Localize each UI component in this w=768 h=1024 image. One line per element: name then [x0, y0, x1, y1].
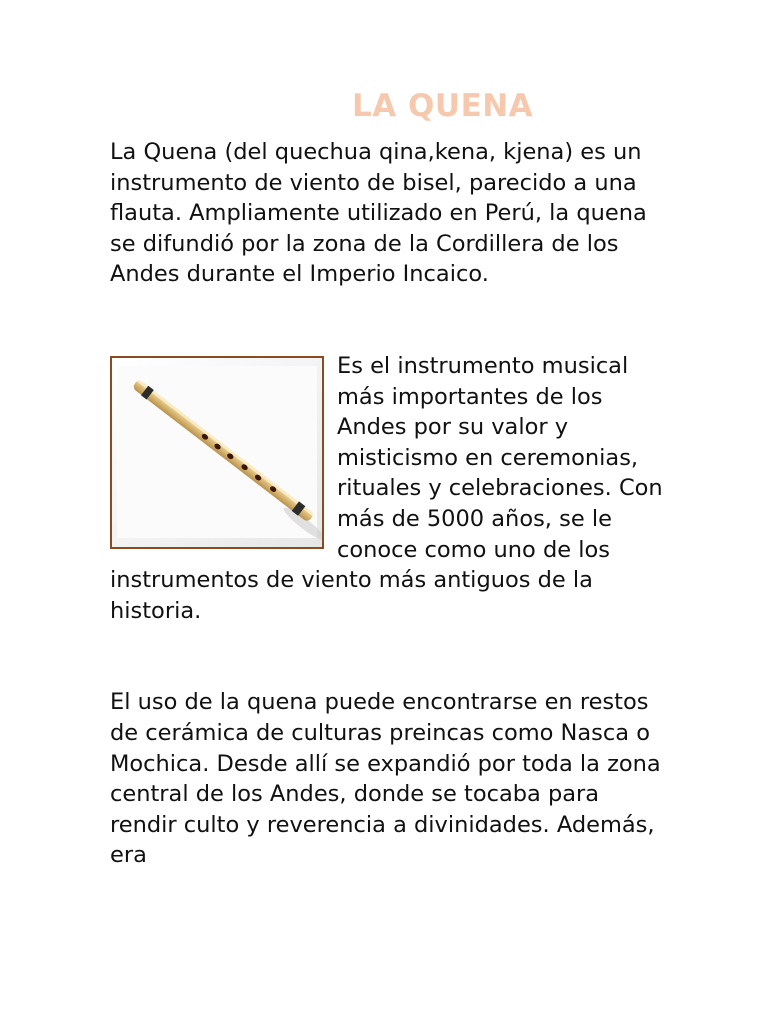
paragraph-history: El uso de la quena puede encontrarse en restos de cerámica de culturas preincas como Nasca o Mochica. Desde allí se expandió por toda la zona central de los Andes, donde se tocaba para rendir culto y reverencia a divinidades. Además, era	[110, 689, 661, 869]
figure-paragraph-block	[110, 351, 665, 626]
document-body	[110, 137, 665, 871]
paragraph-intro: La Quena (del quechua qina,kena, kjena) es un instrumento de viento de bisel, parecido a una flauta. Ampliamente utilizado en Perú, la quena se difundió por la zona de la Cordillera de los Andes durante el Imperio Incaico.	[110, 139, 647, 288]
paragraph-importance: Es el instrumento musical más importantes de los Andes por su valor y misticismo en ceremonias, rituales y celebraciones. Con más de 5000 años, se le conoce como uno de los instrumentos de viento más antiguos de la historia.	[110, 352, 663, 624]
quena-flute-image	[110, 356, 324, 549]
page-title: LA QUENA	[352, 88, 534, 124]
quena-flute-icon	[112, 358, 322, 547]
